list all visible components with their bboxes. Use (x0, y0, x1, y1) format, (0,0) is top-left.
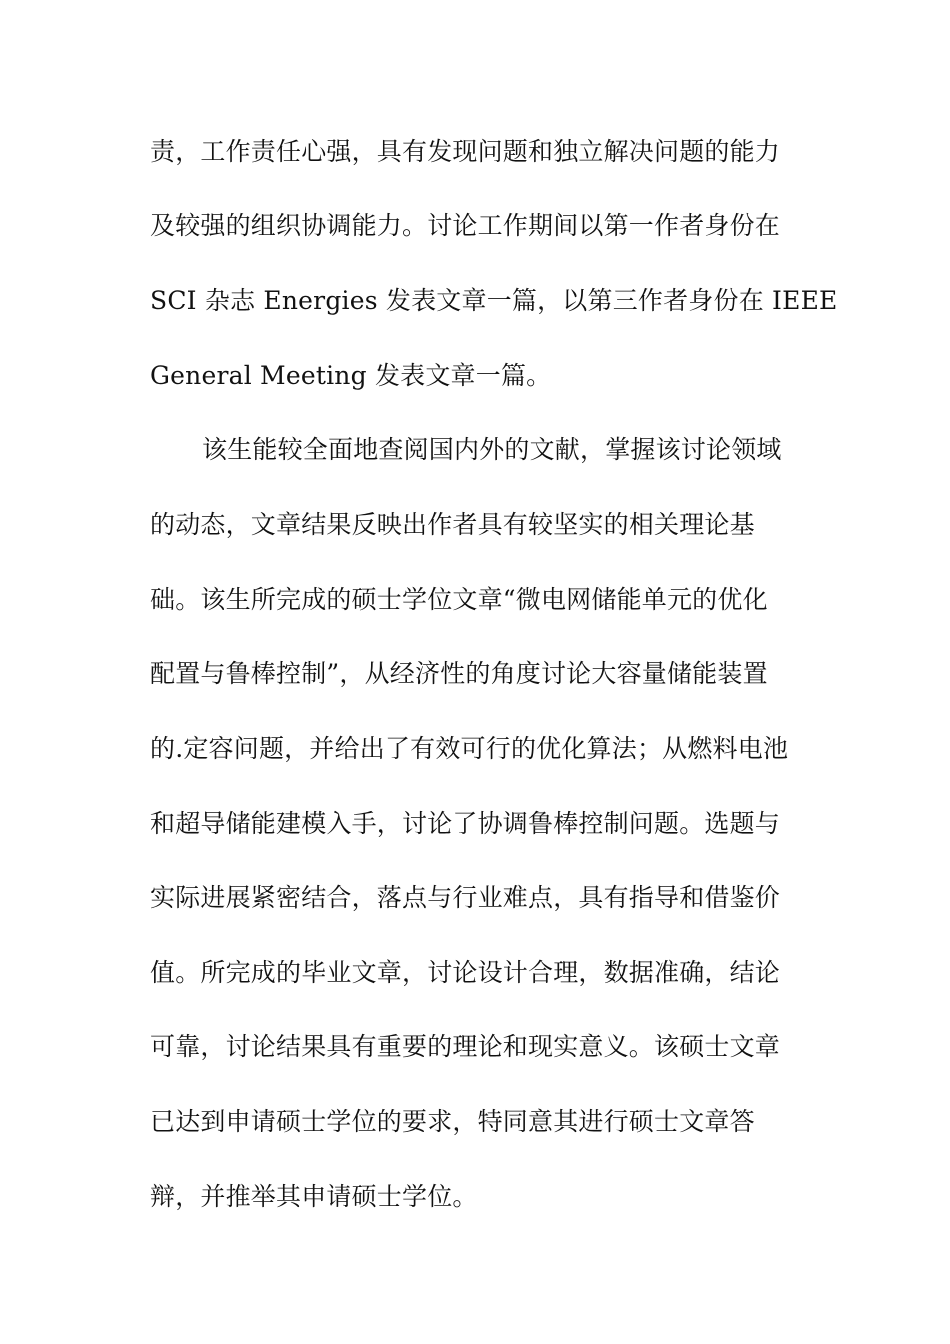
text-line: 辩，并推举其申请硕士学位。 (150, 1182, 478, 1211)
text-line: 已达到申请硕士学位的要求，特同意其进行硕士文章答 (150, 1107, 755, 1136)
text-line: 可靠，讨论结果具有重要的理论和现实意义。该硕士文章 (150, 1032, 781, 1061)
text-line: 础。该生所完成的硕士学位文章“微电网储能单元的优化 (150, 585, 768, 614)
text-line: 及较强的组织协调能力。讨论工作期间以第一作者身份在 (150, 211, 781, 240)
text-line: 责，工作责任心强，具有发现问题和独立解决问题的能力 (150, 137, 781, 166)
text-line: 值。所完成的毕业文章，讨论设计合理，数据准确，结论 (150, 958, 781, 987)
text-line: 该生能较全面地查阅国内外的文献，掌握该讨论领域 (202, 435, 782, 464)
text-line: 实际进展紧密结合，落点与行业难点，具有指导和借鉴价 (150, 883, 781, 912)
text-line: 配置与鲁棒控制”，从经济性的角度讨论大容量储能装置 (150, 659, 768, 688)
text-line: General Meeting 发表文章一篇。 (150, 361, 552, 390)
text-line: 的.定容问题，并给出了有效可行的优化算法；从燃料电池 (150, 734, 789, 763)
text-line: SCI 杂志 Energies 发表文章一篇，以第三作者身份在 IEEE (150, 286, 838, 315)
text-line: 的动态，文章结果反映出作者具有较坚实的相关理论基 (150, 510, 755, 539)
text-line: 和超导储能建模入手，讨论了协调鲁棒控制问题。选题与 (150, 809, 781, 838)
